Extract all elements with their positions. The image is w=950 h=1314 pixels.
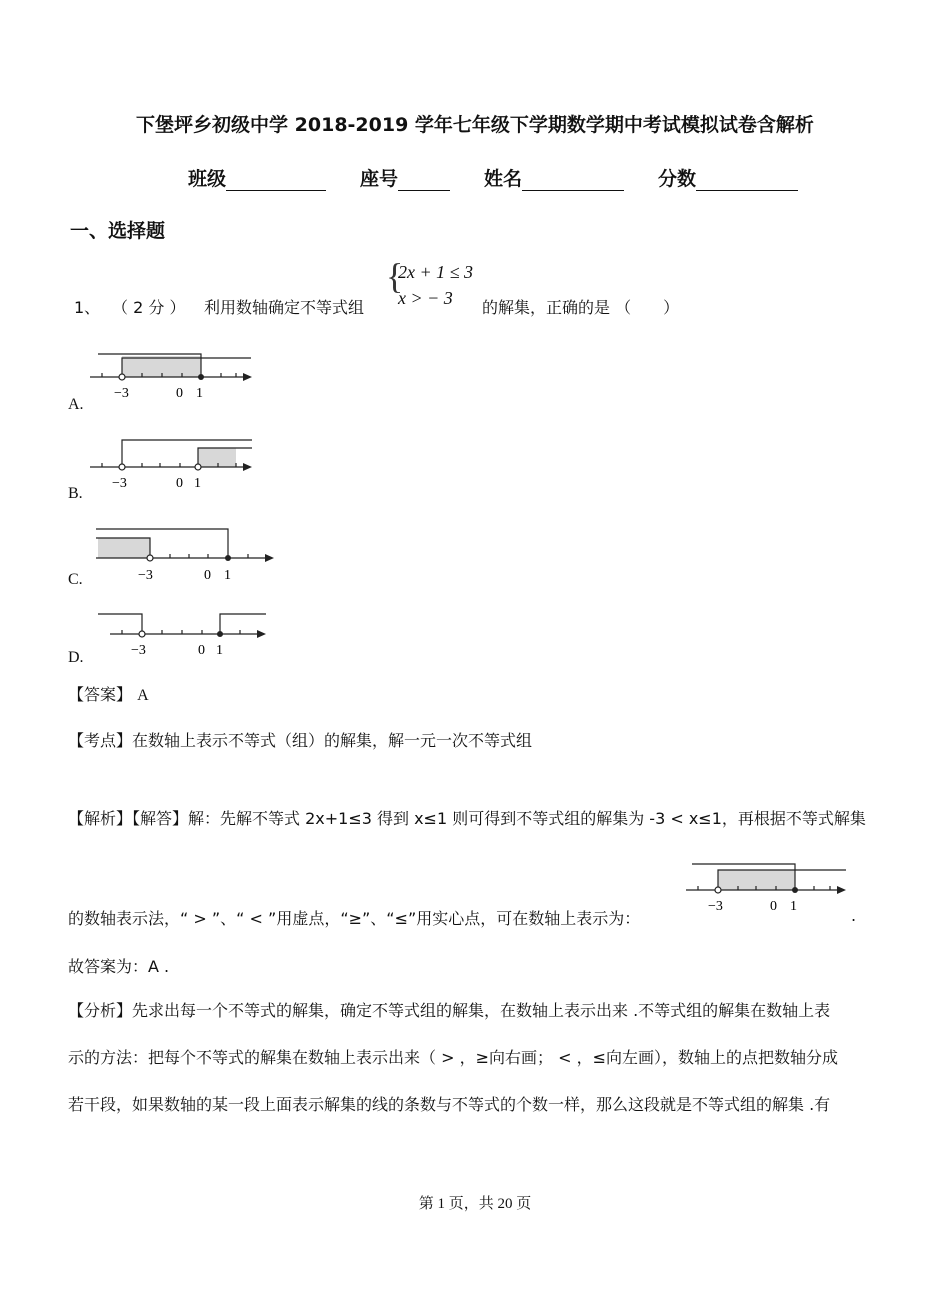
option-a-tick-neg3: −3 — [114, 386, 129, 401]
name-label: 姓名 — [484, 168, 523, 190]
jiexi-arrow — [837, 886, 846, 894]
kaodian-text: 在数轴上表示不等式（组）的解集，解一元一次不等式组 — [132, 731, 533, 750]
system-line-2: x > − 3 — [398, 288, 453, 308]
score-field — [658, 164, 798, 191]
option-b-label: B. — [68, 485, 83, 502]
question-score: （ 2 分 ） — [112, 298, 186, 317]
seat-field — [360, 164, 450, 191]
option-b-number-line — [86, 432, 266, 490]
kaodian-line — [68, 728, 532, 751]
section-title: 一、选择题 — [70, 220, 166, 242]
option-d-tick-0: 0 — [198, 643, 205, 658]
jiexi-line-3: 故答案为：A . — [68, 957, 170, 976]
answer-line — [68, 682, 149, 705]
option-a-label: A. — [68, 396, 84, 413]
option-d-open-point — [139, 631, 145, 637]
system-brace: { — [386, 256, 404, 296]
class-field — [188, 164, 326, 191]
question-text: 利用数轴确定不等式组 — [204, 298, 365, 317]
option-b-tick-1: 1 — [194, 476, 201, 490]
jiexi-tick-1: 1 — [790, 899, 797, 914]
fenxi-line-1: 【分析】先求出每一个不等式的解集，确定不等式组的解集，在数轴上表示出来 .不等式组的解集在数轴上表 — [68, 1001, 831, 1020]
question-number: 1、 — [74, 298, 101, 317]
option-c-solid-point — [225, 555, 231, 561]
option-b-tick-neg3: −3 — [112, 476, 127, 490]
seat-label: 座号 — [360, 168, 399, 190]
jiexi-line-2: 的数轴表示法，“ > ”、“ < ”用虚点，“≥”、“≤”用实心点，可在数轴上表示为： — [68, 909, 641, 928]
option-b-arrow — [243, 463, 252, 471]
option-c-tick-neg3: −3 — [138, 568, 153, 583]
option-a-solid-point — [198, 374, 204, 380]
option-a-open-point — [119, 374, 125, 380]
class-blank — [226, 170, 326, 191]
fenxi-line-3: 若干段，如果数轴的某一段上面表示解集的线的条数与不等式的个数一样，那么这段就是不等式组的解集 .有 — [68, 1095, 831, 1114]
page-footer: 第 1 页，共 20 页 — [418, 1196, 532, 1212]
option-a-tick-1: 1 — [196, 386, 203, 401]
option-d-bracket-left — [98, 614, 142, 634]
system-line-1: 2x + 1 ≤ 3 — [398, 262, 474, 282]
option-c-tick-1: 1 — [224, 568, 231, 583]
option-c-open-point — [147, 555, 153, 561]
answer-value: A — [137, 687, 149, 704]
question-text-after: 的解集，正确的是 （ ） — [482, 298, 680, 317]
jiexi-tick-neg3: −3 — [708, 899, 723, 914]
option-d-label: D. — [68, 649, 84, 666]
option-d-number-line — [86, 606, 276, 662]
page-title: 下堡坪乡初级中学 2018-2019 学年七年级下学期数学期中考试模拟试卷含解析 — [136, 114, 814, 136]
option-b-tick-0: 0 — [176, 476, 183, 490]
option-a-number-line — [86, 346, 266, 402]
option-d-solid-point — [217, 631, 223, 637]
option-b-open-point-2 — [195, 464, 201, 470]
option-d-tick-1: 1 — [216, 643, 223, 658]
name-blank — [522, 170, 624, 191]
option-c-number-line — [86, 522, 286, 584]
score-blank — [696, 170, 798, 191]
option-c-arrow — [265, 554, 274, 562]
option-a-arrow — [243, 373, 252, 381]
jiexi-number-line — [684, 858, 854, 914]
name-field — [484, 164, 624, 191]
option-a-tick-0: 0 — [176, 386, 183, 401]
seat-blank — [398, 170, 450, 191]
option-b-open-point — [119, 464, 125, 470]
option-c-tick-0: 0 — [204, 568, 211, 583]
score-label: 分数 — [658, 168, 697, 190]
jiexi-open-point — [715, 887, 721, 893]
jiexi-figure-period: . — [851, 906, 857, 925]
class-label: 班级 — [188, 168, 227, 190]
option-b-shading — [198, 448, 236, 467]
option-c-label: C. — [68, 571, 83, 588]
option-d-tick-neg3: −3 — [131, 643, 146, 658]
jiexi-tick-0: 0 — [770, 899, 777, 914]
answer-label: 【答案】 — [68, 685, 133, 704]
jiexi-solid-point — [792, 887, 798, 893]
jiexi-line-1: 【解析】【解答】解：先解不等式 2x+1≤3 得到 x≤1 则可得到不等式组的解集为 -3 < x≤1，再根据不等式解集 — [68, 809, 866, 828]
option-c-shading — [98, 538, 150, 558]
kaodian-label: 【考点】 — [68, 731, 133, 750]
fenxi-line-2: 示的方法：把每个不等式的解集在数轴上表示出来（ > ，≥向右画； < ，≤向左画），数轴上的点把数轴分成 — [68, 1048, 838, 1067]
option-d-arrow — [257, 630, 266, 638]
